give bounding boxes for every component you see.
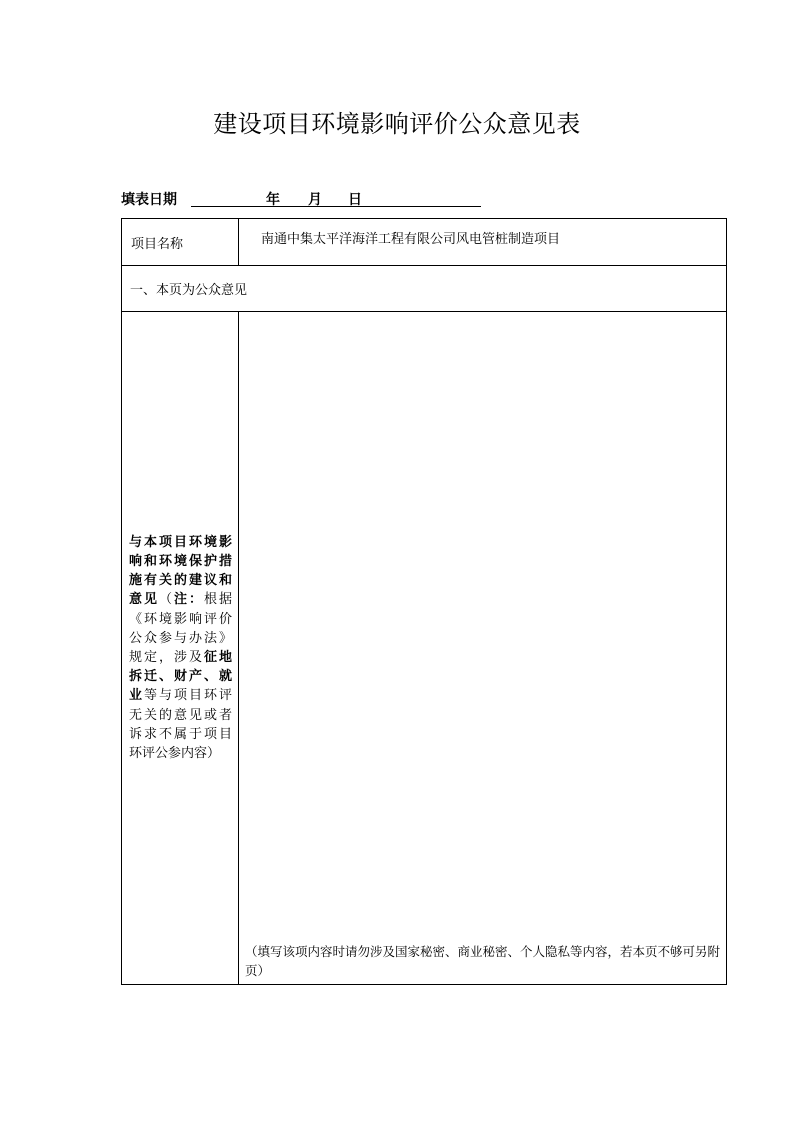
form-title: 建设项目环境影响评价公众意见表 bbox=[213, 110, 581, 138]
opinion-note-text-1: 根据《环境影响评价公众参与办法》规定，涉及 bbox=[129, 592, 232, 665]
opinion-label bbox=[122, 312, 239, 985]
opinion-row bbox=[122, 312, 727, 985]
date-month-unit: 月 bbox=[308, 192, 322, 208]
opinion-paren-open: （ bbox=[158, 592, 174, 608]
opinion-note-text-2: 等与项目环评无关的意见或者诉求不属于项目环评公参内容） bbox=[129, 688, 232, 762]
opinion-note-bold: 注： bbox=[173, 592, 204, 608]
section-one-heading: 一、本页为公众意见 bbox=[122, 266, 727, 312]
project-name-value bbox=[239, 219, 727, 266]
section-one-row bbox=[122, 266, 727, 312]
opinion-note-bold-2: 征地拆迁、财产、就业 bbox=[129, 650, 232, 704]
opinion-label-bold: 与本项目环境影响和环境保护措施有关的建议和意见 bbox=[129, 534, 232, 608]
opinion-footer-note: （填写该项内容时请勿涉及国家秘密、商业秘密、个人隐私等内容，若本页不够可另附页） bbox=[245, 944, 721, 978]
project-name-label: 项目名称 bbox=[122, 219, 239, 266]
opinion-input-area[interactable] bbox=[239, 312, 727, 985]
fill-date-label: 填表日期 bbox=[121, 192, 177, 208]
project-name-text: 南通中集太平洋海洋工程有限公司风电管桩制造项目 bbox=[261, 232, 561, 247]
date-day-unit: 日 bbox=[348, 192, 362, 208]
date-year-unit: 年 bbox=[266, 192, 280, 208]
project-name-row bbox=[122, 219, 727, 266]
opinion-form-table bbox=[121, 218, 727, 985]
date-underline[interactable] bbox=[191, 206, 481, 207]
